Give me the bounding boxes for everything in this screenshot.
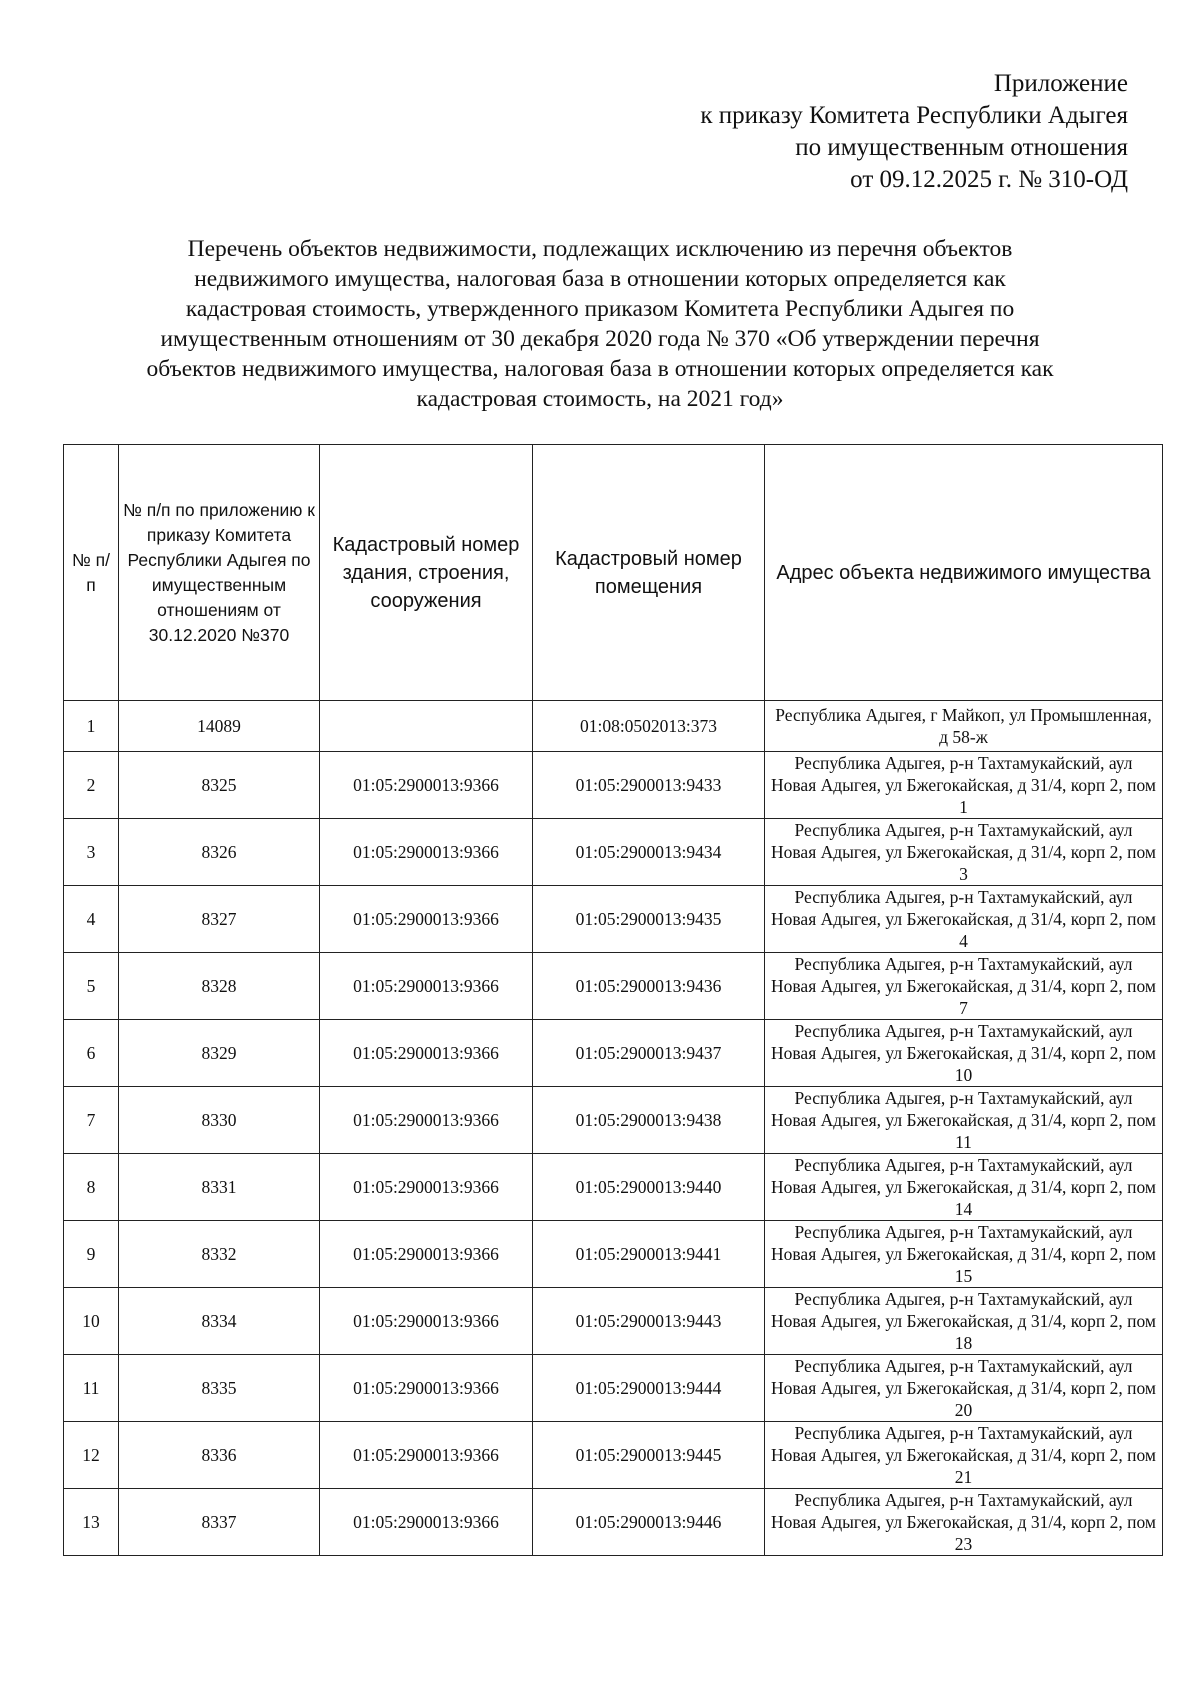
cell-room-cadastral: 01:08:0502013:373: [533, 701, 765, 752]
appendix-committee-line: по имущественным отношения: [795, 134, 1128, 161]
table-row: [64, 701, 1163, 752]
cell-address: Республика Адыгея, г Майкоп, ул Промышленная, д 58-ж: [765, 701, 1163, 752]
cell-reference-number: 8331: [119, 1154, 320, 1221]
header-row-number: № п/п: [64, 445, 119, 701]
cell-room-cadastral: 01:05:2900013:9446: [533, 1489, 765, 1556]
table-row: [64, 1422, 1163, 1489]
cell-reference-number: 8335: [119, 1355, 320, 1422]
header-room-cadastral: Кадастровый номер помещения: [533, 445, 765, 701]
cell-building-cadastral: 01:05:2900013:9366: [320, 1288, 533, 1355]
cell-building-cadastral: 01:05:2900013:9366: [320, 886, 533, 953]
header-address: Адрес объекта недвижимого имущества: [765, 445, 1163, 701]
cell-building-cadastral: 01:05:2900013:9366: [320, 819, 533, 886]
cell-reference-number: 8336: [119, 1422, 320, 1489]
table-row: [64, 1221, 1163, 1288]
cell-address: Республика Адыгея, р-н Тахтамукайский, аул Новая Адыгея, ул Бжегокайская, д 31/4, корп 2, пом 10: [765, 1020, 1163, 1087]
cell-row-number: 2: [64, 752, 119, 819]
appendix-header: [700, 68, 1128, 196]
cell-address: Республика Адыгея, р-н Тахтамукайский, аул Новая Адыгея, ул Бжегокайская, д 31/4, корп 2, пом 23: [765, 1489, 1163, 1556]
cell-building-cadastral: 01:05:2900013:9366: [320, 1489, 533, 1556]
cell-room-cadastral: 01:05:2900013:9441: [533, 1221, 765, 1288]
cell-row-number: 13: [64, 1489, 119, 1556]
cell-row-number: 11: [64, 1355, 119, 1422]
cell-reference-number: 8328: [119, 953, 320, 1020]
cell-room-cadastral: 01:05:2900013:9434: [533, 819, 765, 886]
cell-building-cadastral: 01:05:2900013:9366: [320, 953, 533, 1020]
cell-building-cadastral: 01:05:2900013:9366: [320, 1422, 533, 1489]
cell-reference-number: 8330: [119, 1087, 320, 1154]
cell-address: Республика Адыгея, р-н Тахтамукайский, аул Новая Адыгея, ул Бжегокайская, д 31/4, корп 2, пом 18: [765, 1288, 1163, 1355]
title-line: Перечень объектов недвижимости, подлежащих исключению из перечня объектов: [187, 236, 1013, 262]
cell-building-cadastral: 01:05:2900013:9366: [320, 1020, 533, 1087]
table-row: [64, 1288, 1163, 1355]
cell-room-cadastral: 01:05:2900013:9444: [533, 1355, 765, 1422]
cell-building-cadastral: 01:05:2900013:9366: [320, 1221, 533, 1288]
cell-row-number: 7: [64, 1087, 119, 1154]
appendix-order-line: к приказу Комитета Республики Адыгея: [700, 102, 1128, 129]
header-building-cadastral: Кадастровый номер здания, строения, сооружения: [320, 445, 533, 701]
cell-row-number: 10: [64, 1288, 119, 1355]
title-line: кадастровая стоимость, утвержденного приказом Комитета Республики Адыгея по: [185, 296, 1015, 322]
cell-reference-number: 8325: [119, 752, 320, 819]
cell-room-cadastral: 01:05:2900013:9445: [533, 1422, 765, 1489]
title-line: кадастровая стоимость, на 2021 год»: [416, 386, 784, 412]
cell-reference-number: 8326: [119, 819, 320, 886]
document-title: [60, 234, 1140, 414]
cell-building-cadastral: 01:05:2900013:9366: [320, 1154, 533, 1221]
appendix-date-line: от 09.12.2025 г. № 310-ОД: [850, 166, 1128, 193]
cell-address: Республика Адыгея, р-н Тахтамукайский, аул Новая Адыгея, ул Бжегокайская, д 31/4, корп 2, пом 3: [765, 819, 1163, 886]
cell-room-cadastral: 01:05:2900013:9437: [533, 1020, 765, 1087]
table-header-row: [64, 445, 1163, 701]
table-row: [64, 886, 1163, 953]
header-reference-number: № п/п по приложению к приказу Комитета Республики Адыгея по имущественным отношениям от 30.12.2020 №370: [119, 445, 320, 701]
cell-room-cadastral: 01:05:2900013:9435: [533, 886, 765, 953]
cell-address: Республика Адыгея, р-н Тахтамукайский, аул Новая Адыгея, ул Бжегокайская, д 31/4, корп 2, пом 21: [765, 1422, 1163, 1489]
cell-row-number: 4: [64, 886, 119, 953]
cell-row-number: 8: [64, 1154, 119, 1221]
cell-building-cadastral: 01:05:2900013:9366: [320, 1355, 533, 1422]
cell-reference-number: 8334: [119, 1288, 320, 1355]
cell-reference-number: 14089: [119, 701, 320, 752]
cell-row-number: 9: [64, 1221, 119, 1288]
cell-row-number: 12: [64, 1422, 119, 1489]
title-line: недвижимого имущества, налоговая база в отношении которых определяется как: [194, 266, 1006, 292]
property-table: [63, 444, 1163, 1556]
cell-building-cadastral: 01:05:2900013:9366: [320, 752, 533, 819]
table-body: [64, 701, 1163, 1556]
cell-address: Республика Адыгея, р-н Тахтамукайский, аул Новая Адыгея, ул Бжегокайская, д 31/4, корп 2, пом 15: [765, 1221, 1163, 1288]
title-line: объектов недвижимого имущества, налоговая база в отношении которых определяется как: [146, 356, 1054, 382]
cell-address: Республика Адыгея, р-н Тахтамукайский, аул Новая Адыгея, ул Бжегокайская, д 31/4, корп 2, пом 1: [765, 752, 1163, 819]
table-row: [64, 752, 1163, 819]
table-row: [64, 1489, 1163, 1556]
table-row: [64, 1087, 1163, 1154]
title-line: имущественным отношениям от 30 декабря 2020 года № 370 «Об утверждении перечня: [160, 326, 1040, 352]
table-row: [64, 819, 1163, 886]
cell-building-cadastral: 01:05:2900013:9366: [320, 1087, 533, 1154]
cell-room-cadastral: 01:05:2900013:9440: [533, 1154, 765, 1221]
table-row: [64, 1020, 1163, 1087]
cell-row-number: 6: [64, 1020, 119, 1087]
cell-room-cadastral: 01:05:2900013:9436: [533, 953, 765, 1020]
cell-room-cadastral: 01:05:2900013:9438: [533, 1087, 765, 1154]
cell-row-number: 3: [64, 819, 119, 886]
cell-reference-number: 8332: [119, 1221, 320, 1288]
cell-building-cadastral: [320, 701, 533, 752]
cell-reference-number: 8337: [119, 1489, 320, 1556]
table-row: [64, 1154, 1163, 1221]
cell-reference-number: 8329: [119, 1020, 320, 1087]
cell-room-cadastral: 01:05:2900013:9443: [533, 1288, 765, 1355]
cell-address: Республика Адыгея, р-н Тахтамукайский, аул Новая Адыгея, ул Бжегокайская, д 31/4, корп 2, пом 14: [765, 1154, 1163, 1221]
table-row: [64, 953, 1163, 1020]
cell-address: Республика Адыгея, р-н Тахтамукайский, аул Новая Адыгея, ул Бжегокайская, д 31/4, корп 2, пом 7: [765, 953, 1163, 1020]
cell-address: Республика Адыгея, р-н Тахтамукайский, аул Новая Адыгея, ул Бжегокайская, д 31/4, корп 2, пом 4: [765, 886, 1163, 953]
cell-reference-number: 8327: [119, 886, 320, 953]
table-row: [64, 1355, 1163, 1422]
cell-row-number: 1: [64, 701, 119, 752]
appendix-label: Приложение: [993, 70, 1128, 97]
cell-address: Республика Адыгея, р-н Тахтамукайский, аул Новая Адыгея, ул Бжегокайская, д 31/4, корп 2, пом 20: [765, 1355, 1163, 1422]
cell-room-cadastral: 01:05:2900013:9433: [533, 752, 765, 819]
cell-row-number: 5: [64, 953, 119, 1020]
cell-address: Республика Адыгея, р-н Тахтамукайский, аул Новая Адыгея, ул Бжегокайская, д 31/4, корп 2, пом 11: [765, 1087, 1163, 1154]
